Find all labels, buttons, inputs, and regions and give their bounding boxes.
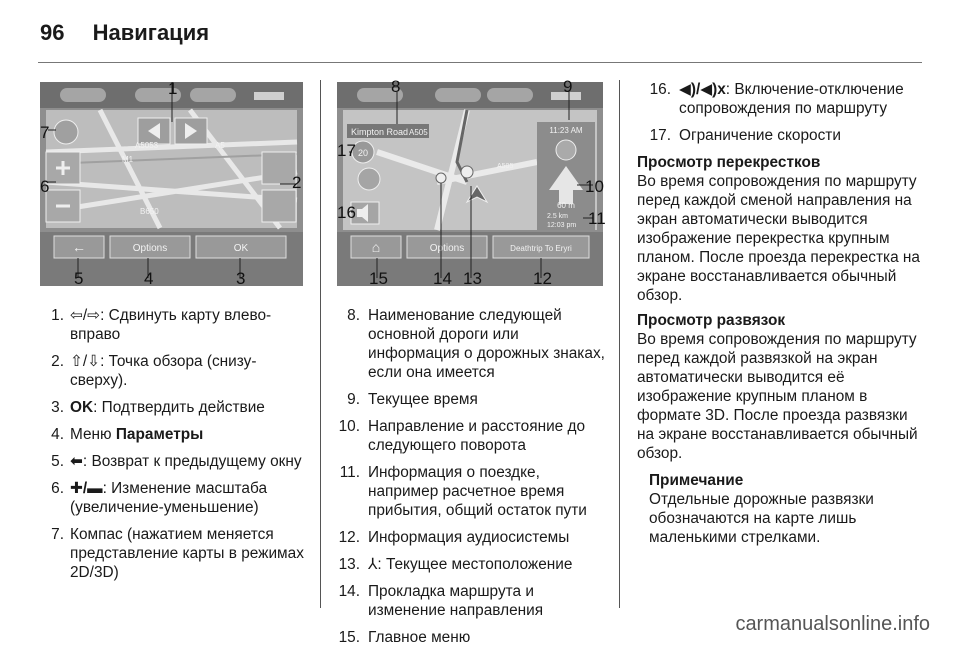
list-item: 7. Компас (нажатием меняется представление карты в режимах 2D/3D) [51, 526, 304, 581]
callout-13: 13 [463, 269, 482, 288]
column-divider-1 [320, 80, 321, 608]
trip-distance: 2.5 km [547, 213, 569, 220]
list-item: 14. Прокладка маршрута и изменение направления [338, 583, 544, 619]
list-item: 1. ⇦/⇨: Сдвинуть карту влево-вправо [51, 307, 272, 343]
page-header [40, 20, 209, 46]
callout-7: 7 [40, 123, 50, 142]
voice-guidance-icon: ◀)/◀)x [679, 81, 726, 98]
section-body: Во время сопровождения по маршруту перед каждой сменой направления на экран автоматически выводится изображение перекрестка крупным планом. После проезда перекрестка на экране восстанавливается обычный обзор. [637, 173, 920, 304]
list-item: 4. Меню Параметры [51, 426, 204, 443]
arrows-up-down-icon: ⇧/⇩ [70, 353, 101, 370]
section-title: Просмотр перекрестков [637, 154, 821, 171]
header-rule [38, 62, 922, 63]
ok-button-label: OK [233, 243, 249, 254]
callout-6: 6 [40, 177, 50, 196]
watermark: carmanualsonline.info [735, 613, 930, 635]
list-item: 17. Ограничение скорости [649, 127, 841, 144]
back-arrow-icon: ⬅ [70, 453, 83, 470]
callout-2: 2 [292, 173, 302, 192]
list-item: 12. Информация аудиосистемы [338, 529, 570, 546]
page-number: 96 [40, 20, 65, 45]
callout-8: 8 [391, 77, 401, 96]
callout-12: 12 [533, 269, 552, 288]
back-button-label: ← [72, 239, 86, 255]
callout-15: 15 [369, 269, 388, 288]
section-body: Во время сопровождения по маршруту перед каждой развязкой на экран автоматически выводится её изображение крупным планом в формате 3D. После проезда развязки на экране восстанавливается обычный обзор. [637, 331, 918, 462]
callout-1: 1 [168, 79, 178, 98]
list-item: 3. OK: Подтвердить действие [51, 399, 265, 416]
callout-4: 4 [144, 269, 154, 288]
speed-limit-value: 20 [357, 148, 369, 158]
zoom-plus-minus-icon: ✚/▬ [70, 480, 103, 497]
callout-16: 16 [337, 203, 356, 222]
home-button-label: ⌂ [371, 239, 381, 255]
map-road-label: M1 [122, 155, 134, 164]
position-arrow-icon: ⅄ [368, 556, 378, 573]
callout-3: 3 [236, 269, 246, 288]
section-title: Просмотр развязок [637, 312, 786, 329]
nav-screen-map-controls [40, 79, 303, 288]
list-item: 16. ◀)/◀)x: Включение-отключение сопровождения по маршруту [649, 81, 904, 117]
note-body: Отдельные дорожные развязки обозначаются на карте лишь маленькими стрелками. [649, 491, 874, 546]
list-item: 8. Наименование следующей основной дороги или информация о дорожных знаках, если она имеется [347, 307, 605, 381]
list-item: 13. ⅄: Текущее местоположение [338, 556, 573, 573]
list-item: 9. Текущее время [347, 391, 478, 408]
map-road-label: A5053 [135, 141, 159, 150]
callout-10: 10 [585, 177, 604, 196]
list-item: 15. Главное меню [338, 629, 471, 646]
audio-info-label: Deathtrip To Eryri [510, 244, 572, 253]
legend-list-3 [637, 80, 927, 145]
list-item: 2. ⇧/⇩: Точка обзора (снизу-сверху). [51, 353, 257, 389]
turn-distance: 60 m [557, 201, 575, 210]
page-title: Навигация [92, 20, 210, 45]
map-road-label: A505 [497, 163, 514, 170]
next-road-name: Kimpton Road [351, 127, 409, 137]
legend-list-1 [40, 306, 308, 590]
callout-11: 11 [588, 209, 606, 228]
options-button-label: Options [429, 243, 465, 254]
list-item: 11. Информация о поездке, например расчетное время прибытия, общий остаток пути [339, 464, 587, 519]
map-road-label: B650 [140, 207, 159, 216]
list-item: 6. ✚/▬: Изменение масштаба (увеличение-уменьшение) [51, 480, 268, 516]
callout-17: 17 [337, 141, 356, 160]
map-road-label: A5 [215, 141, 225, 150]
options-button-label: Options [132, 243, 168, 254]
list-item: 5. ⬅: Возврат к предыдущему окну [51, 453, 302, 470]
current-time: 11:23 AM [549, 126, 583, 135]
callout-9: 9 [563, 77, 573, 96]
arrows-left-right-icon: ⇦/⇨ [70, 307, 101, 324]
nav-screen-guidance [337, 77, 606, 288]
callout-14: 14 [433, 269, 452, 288]
note-block [649, 471, 927, 547]
list-item: 10. Направление и расстояние до следующего поворота [338, 418, 586, 454]
callout-5: 5 [74, 269, 84, 288]
column-divider-2 [619, 80, 620, 608]
next-road-badge: A505 [409, 128, 428, 137]
legend-list-2 [326, 306, 606, 655]
column-3 [637, 80, 927, 547]
trip-eta: 12:03 pm [547, 222, 577, 229]
note-title: Примечание [649, 472, 744, 489]
